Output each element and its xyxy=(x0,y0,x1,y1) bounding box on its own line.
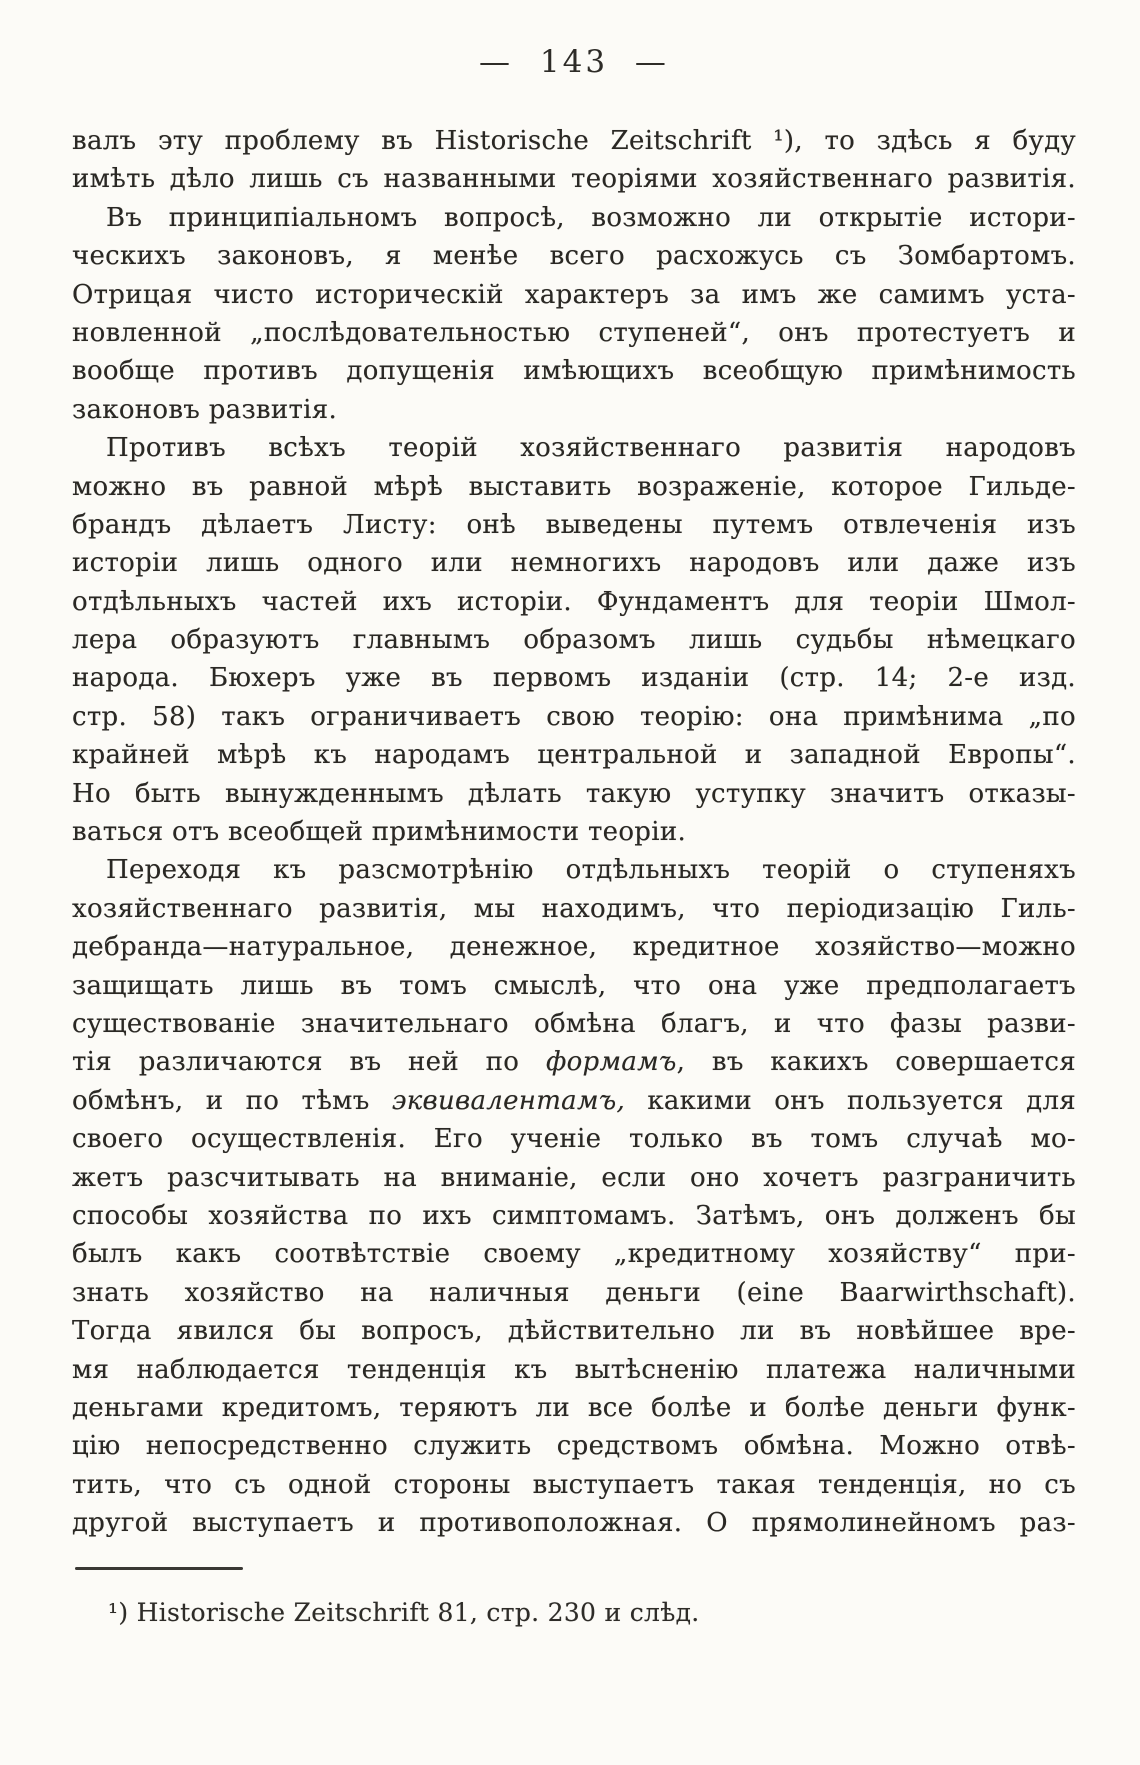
text-line: способы хозяйства по ихъ симптомамъ. Затѣмъ, онъ долженъ бы xyxy=(72,1200,1076,1231)
text-line: вообще противъ допущенія имѣющихъ всеобщую примѣнимость xyxy=(72,356,1076,387)
text-line: лера образуютъ главнымъ образомъ лишь судьбы нѣмецкаго xyxy=(72,625,1076,656)
text-line: тить, что съ одной стороны выступаетъ такая тенденція, но съ xyxy=(72,1469,1076,1500)
page-number: — 143 — xyxy=(479,44,669,80)
text-line: знать хозяйство на наличныя деньги (eine Baarwirthschaft). xyxy=(72,1277,1076,1308)
text-segment: обмѣнъ, и по тѣмъ xyxy=(72,1085,392,1116)
text-line: валъ эту проблему въ Historische Zeitschrift ¹), то здѣсь я буду xyxy=(72,126,1076,156)
text-line: Но быть вынужденнымъ дѣлать такую уступку значитъ отказы- xyxy=(72,778,1076,809)
footnote: ¹) Historische Zeitschrift 81, стр. 230 и слѣд. xyxy=(108,1598,700,1627)
text-line: былъ какъ соотвѣтствіе своему „кредитному хозяйству“ при- xyxy=(72,1239,1076,1270)
text-line: ческихъ законовъ, я менѣе всего расхожусь съ Зомбартомъ. xyxy=(72,241,1076,272)
text-line: Переходя къ разсмотрѣнію отдѣльныхъ теорій о ступеняхъ xyxy=(106,855,1076,886)
text-segment: , въ какихъ совершается xyxy=(676,1047,1076,1078)
text-line xyxy=(72,1082,1076,1120)
text-line: деньгами кредитомъ, теряютъ ли все болѣе и болѣе деньги функ- xyxy=(72,1392,1076,1423)
text-segment: какими онъ пользуется для xyxy=(625,1085,1076,1116)
text-line: цію непосредственно служить средствомъ обмѣна. Можно отвѣ- xyxy=(72,1431,1076,1462)
text-segment: тія различаются въ ней по xyxy=(72,1047,546,1078)
text-line: новленной „послѣдовательностью ступеней“, онъ протестуетъ и xyxy=(72,317,1076,348)
text-line: отдѣльныхъ частей ихъ исторіи. Фундаментъ для теоріи Шмол- xyxy=(72,586,1076,617)
footnote-separator xyxy=(75,1567,243,1570)
text-line: исторіи лишь одного или немногихъ народовъ или даже изъ xyxy=(72,548,1076,579)
text-line: дебранда—натуральное, денежное, кредитное хозяйство—можно xyxy=(72,932,1076,963)
text-line: Противъ всѣхъ теорій хозяйственнаго развитія народовъ xyxy=(106,433,1076,464)
text-line: хозяйственнаго развитія, мы находимъ, что періодизацію Гиль- xyxy=(72,893,1076,924)
text-line: народа. Бюхеръ уже въ первомъ изданіи (стр. 14; 2-е изд. xyxy=(72,663,1076,694)
italic-text: эквивалентамъ, xyxy=(391,1085,626,1116)
text-line: крайней мѣрѣ къ народамъ центральной и западной Европы“. xyxy=(72,740,1076,771)
text-line: имѣть дѣло лишь съ названными теоріями хозяйственнаго развитія. xyxy=(72,164,1076,195)
text-line: своего осуществленія. Его ученіе только въ томъ случаѣ мо- xyxy=(72,1124,1076,1155)
text-line: защищать лишь въ томъ смыслѣ, что она уже предполагаетъ xyxy=(72,970,1076,1001)
text-line xyxy=(72,1043,1076,1081)
text-line: Въ принципіальномъ вопросѣ, возможно ли открытіе истори- xyxy=(106,202,1076,233)
text-line: жетъ разсчитывать на вниманіе, если оно хочетъ разграничить xyxy=(72,1162,1076,1193)
text-line: ваться отъ всеобщей примѣнимости теоріи. xyxy=(72,817,687,848)
text-line: можно въ равной мѣрѣ выставить возраженіе, которое Гильде- xyxy=(72,471,1076,502)
text-line: Отрицая чисто историческій характеръ за имъ же самимъ уста- xyxy=(72,279,1076,310)
italic-text: формамъ xyxy=(545,1047,677,1078)
text-line: мя наблюдается тенденція къ вытѣсненію платежа наличными xyxy=(72,1354,1076,1385)
text-line: брандъ дѣлаетъ Листу: онѣ выведены путемъ отвлеченія изъ xyxy=(72,509,1076,540)
text-line: существованіе значительнаго обмѣна благъ, и что фазы разви- xyxy=(72,1008,1076,1039)
text-line: Тогда явился бы вопросъ, дѣйствительно ли въ новѣйшее вре- xyxy=(72,1316,1076,1347)
text-line: другой выступаетъ и противоположная. О прямолинейномъ раз- xyxy=(72,1508,1076,1539)
text-line: стр. 58) такъ ограничиваетъ свою теорію: она примѣнима „по xyxy=(72,701,1076,732)
page-body xyxy=(72,122,1076,1542)
text-line: законовъ развитія. xyxy=(72,394,338,425)
